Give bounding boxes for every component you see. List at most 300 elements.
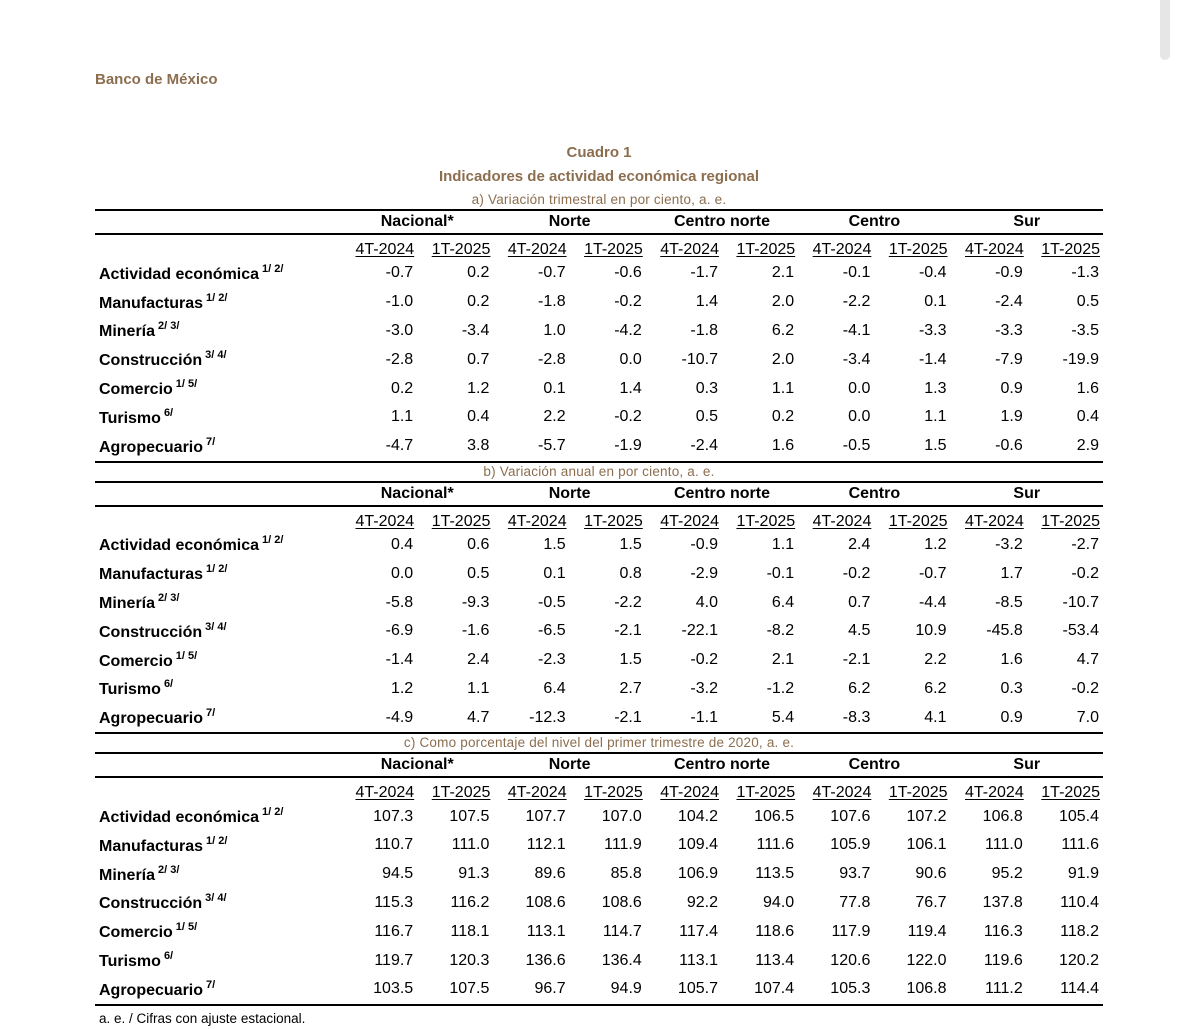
value-cell: 106.9 — [677, 865, 718, 883]
region-header: Nacional* — [341, 482, 493, 506]
value-cell: 0.0 — [848, 379, 871, 397]
value-cell: -0.4 — [918, 264, 947, 282]
value-cell: 136.6 — [525, 951, 566, 969]
region-header: Norte — [493, 210, 645, 234]
period-header — [722, 506, 798, 531]
period-label: 1T-2025 — [888, 512, 948, 530]
table-row — [95, 802, 1103, 831]
period-label: 1T-2025 — [888, 241, 948, 258]
period-label: 4T-2024 — [812, 784, 872, 802]
value-cell: 4.0 — [695, 593, 718, 611]
value-cell: -1.8 — [538, 293, 566, 311]
table-row — [95, 946, 1103, 975]
period-header — [417, 777, 493, 802]
period-header — [417, 234, 493, 259]
value-cell: 111.0 — [985, 836, 1023, 854]
value-cell: 114.7 — [602, 922, 642, 940]
value-cell: -0.1 — [766, 564, 795, 582]
value-cell: 105.4 — [1058, 807, 1099, 825]
value-cell: -0.6 — [995, 437, 1023, 455]
region-header: Centro norte — [646, 210, 798, 234]
table-row — [95, 646, 1103, 675]
value-cell: 0.3 — [695, 379, 718, 397]
period-label: 1T-2025 — [888, 784, 948, 802]
value-cell: -8.3 — [842, 708, 871, 726]
period-header — [570, 506, 646, 531]
scrollbar-thumb[interactable] — [1160, 0, 1170, 60]
value-cell: 0.2 — [771, 408, 795, 426]
value-cell: 115.3 — [374, 893, 414, 911]
value-cell: -0.1 — [842, 264, 871, 282]
value-cell: 1.4 — [695, 293, 718, 311]
period-header — [1027, 506, 1103, 531]
value-cell: 1.5 — [924, 437, 947, 455]
value-cell: -2.7 — [1071, 535, 1099, 553]
value-cell: 2.1 — [771, 264, 795, 282]
value-cell: -4.9 — [385, 708, 414, 726]
indicator-table — [95, 481, 1103, 735]
period-header — [951, 506, 1027, 531]
value-cell: 117.4 — [679, 922, 718, 940]
blank-cell — [95, 210, 341, 234]
table-title: Indicadores de actividad económica regional — [438, 168, 760, 185]
period-header — [798, 234, 874, 259]
value-cell: -2.1 — [842, 651, 871, 669]
period-label: 1T-2025 — [736, 512, 796, 530]
period-label: 1T-2025 — [584, 512, 643, 530]
value-cell: 116.3 — [983, 922, 1023, 940]
row-label — [95, 831, 341, 860]
value-cell: -0.9 — [690, 535, 718, 553]
value-cell: -4.4 — [918, 593, 947, 611]
period-label: 4T-2024 — [965, 784, 1024, 802]
value-cell: 106.5 — [754, 807, 795, 825]
value-cell: 0.0 — [848, 408, 871, 426]
indicator-table — [95, 209, 1103, 463]
value-cell: 85.8 — [610, 865, 642, 883]
value-cell: 90.6 — [915, 865, 947, 883]
row-label — [95, 288, 341, 317]
value-cell: 113.4 — [755, 951, 795, 969]
region-header-row — [95, 482, 1103, 506]
value-cell: 107.5 — [449, 980, 490, 998]
row-label — [95, 588, 341, 617]
period-header — [874, 234, 950, 259]
period-header — [493, 234, 569, 259]
value-cell: -5.8 — [385, 593, 414, 611]
value-cell: 114.4 — [1060, 980, 1099, 998]
value-cell: -1.3 — [1071, 264, 1099, 282]
period-header — [570, 234, 646, 259]
row-label — [95, 432, 341, 462]
value-cell: 113.5 — [755, 865, 795, 883]
value-cell: 92.2 — [686, 893, 718, 911]
value-cell: 0.8 — [619, 564, 642, 582]
value-cell: 0.5 — [1076, 293, 1099, 311]
value-cell: 137.8 — [982, 893, 1023, 911]
table-row — [95, 588, 1103, 617]
footnote-ref: 1/ 2/ — [262, 806, 284, 819]
period-header-row — [95, 234, 1103, 259]
footnote-ref: 1/ 2/ — [206, 291, 228, 304]
value-cell: 6.2 — [771, 321, 795, 339]
table-number: Cuadro 1 — [566, 144, 632, 161]
period-header — [874, 777, 950, 802]
value-cell: 120.2 — [1058, 951, 1099, 969]
value-cell: 2.0 — [771, 350, 795, 368]
value-cell: -3.2 — [690, 679, 718, 697]
value-cell: -6.9 — [385, 622, 414, 640]
value-cell: 6.4 — [543, 679, 566, 697]
value-cell: -0.2 — [842, 564, 871, 582]
value-cell: 1.6 — [1076, 379, 1099, 397]
period-header — [1027, 234, 1103, 259]
period-label: 4T-2024 — [965, 512, 1024, 530]
value-cell: 0.4 — [390, 535, 414, 553]
indicator-table — [95, 752, 1103, 1006]
footnote-ref: 6/ — [163, 678, 174, 691]
region-header-row — [95, 753, 1103, 777]
period-header — [722, 777, 798, 802]
table-row — [95, 975, 1103, 1005]
value-cell: -2.4 — [690, 437, 718, 455]
value-cell: 136.4 — [601, 951, 642, 969]
value-cell: 1.1 — [924, 408, 947, 426]
value-cell: 1.5 — [543, 535, 566, 553]
value-cell: 2.4 — [848, 535, 871, 553]
period-label: 1T-2025 — [736, 241, 796, 258]
value-cell: -1.6 — [461, 622, 490, 640]
period-header — [951, 777, 1027, 802]
value-cell: 111.9 — [604, 836, 642, 854]
value-cell: -8.2 — [766, 622, 795, 640]
value-cell: 119.6 — [983, 951, 1023, 969]
value-cell: 104.2 — [677, 807, 718, 825]
value-cell: 77.8 — [839, 893, 871, 911]
value-cell: 107.6 — [830, 807, 871, 825]
blank-cell — [95, 753, 341, 777]
value-cell: 3.8 — [467, 437, 490, 455]
value-cell: 105.7 — [677, 980, 718, 998]
period-header — [417, 506, 493, 531]
value-cell: -0.7 — [385, 264, 414, 282]
period-header — [646, 777, 722, 802]
indicator-name: Comercio — [99, 924, 173, 942]
value-cell: 4.5 — [848, 622, 871, 640]
value-cell: -2.3 — [538, 651, 566, 669]
value-cell: 118.6 — [755, 922, 795, 940]
indicator-name: Comercio — [99, 652, 173, 670]
footnote-ref: 3/ 4/ — [205, 349, 227, 362]
value-cell: -0.2 — [690, 651, 718, 669]
value-cell: -1.8 — [690, 321, 718, 339]
value-cell: 1.1 — [771, 535, 795, 553]
value-cell: -19.9 — [1062, 350, 1099, 368]
value-cell: 111.2 — [985, 980, 1023, 998]
table-row — [95, 403, 1103, 432]
footnote-ref: 3/ 4/ — [205, 892, 227, 905]
value-cell: 1.0 — [543, 321, 566, 339]
period-label: 4T-2024 — [812, 512, 872, 530]
value-cell: -2.1 — [614, 622, 642, 640]
value-cell: 6.2 — [848, 679, 871, 697]
value-cell: 0.1 — [924, 293, 947, 311]
value-cell: 6.4 — [771, 593, 795, 611]
value-cell: 117.9 — [831, 922, 871, 940]
period-header — [798, 506, 874, 531]
value-cell: 110.4 — [1060, 893, 1099, 911]
indicator-name: Minería — [99, 866, 156, 884]
value-cell: -2.2 — [842, 293, 871, 311]
indicator-name: Construcción — [99, 352, 203, 370]
period-label: 4T-2024 — [660, 784, 719, 802]
value-cell: 1.4 — [619, 379, 642, 397]
value-cell: 6.2 — [924, 679, 947, 697]
indicator-name: Turismo — [99, 681, 161, 699]
value-cell: -1.4 — [918, 350, 947, 368]
value-cell: 0.2 — [467, 264, 490, 282]
value-cell: 96.7 — [534, 980, 566, 998]
value-cell: -2.8 — [385, 350, 414, 368]
value-cell: -7.9 — [995, 350, 1023, 368]
table-row — [95, 317, 1103, 346]
value-cell: 118.2 — [1060, 922, 1099, 940]
value-cell: -3.3 — [995, 321, 1023, 339]
value-cell: 112.1 — [526, 836, 566, 854]
value-cell: -2.4 — [995, 293, 1023, 311]
value-cell: -3.5 — [1071, 321, 1099, 339]
value-cell: -0.2 — [614, 293, 642, 311]
table-row — [95, 259, 1103, 288]
footnote-ref: 6/ — [163, 406, 174, 419]
footnote-ref: 2/ 3/ — [158, 863, 180, 876]
value-cell: 1.1 — [467, 679, 490, 697]
row-label — [95, 374, 341, 403]
value-cell: 0.2 — [390, 379, 414, 397]
value-cell: 0.0 — [390, 564, 414, 582]
value-cell: -22.1 — [681, 622, 718, 640]
value-cell: -8.5 — [995, 593, 1023, 611]
region-header: Sur — [951, 753, 1103, 777]
value-cell: 1.9 — [1000, 408, 1023, 426]
value-cell: -0.2 — [1071, 679, 1099, 697]
value-cell: 113.1 — [679, 951, 718, 969]
value-cell: 0.5 — [695, 408, 718, 426]
value-cell: 116.2 — [450, 893, 490, 911]
value-cell: 76.7 — [915, 893, 947, 911]
value-cell: 108.6 — [525, 893, 566, 911]
value-cell: -4.2 — [614, 321, 642, 339]
footnote-ref: 1/ 5/ — [175, 378, 198, 391]
row-label — [95, 889, 341, 918]
value-cell: 119.7 — [374, 951, 414, 969]
footnote-container — [95, 1009, 1103, 1029]
value-cell: 106.8 — [982, 807, 1023, 825]
period-label: 4T-2024 — [355, 241, 415, 258]
value-cell: 91.3 — [458, 865, 490, 883]
footnote-ref: 1/ 5/ — [175, 649, 198, 662]
period-label: 1T-2025 — [584, 784, 643, 802]
value-cell: -1.9 — [614, 437, 642, 455]
value-cell: 103.5 — [373, 980, 414, 998]
footnote-ref: 1/ 2/ — [262, 262, 284, 275]
period-header — [341, 234, 417, 259]
indicator-name: Turismo — [99, 409, 161, 427]
value-cell: 107.3 — [373, 807, 414, 825]
value-cell: 0.7 — [467, 350, 490, 368]
value-cell: 0.9 — [1000, 379, 1023, 397]
value-cell: -45.8 — [986, 622, 1023, 640]
value-cell: 107.7 — [525, 807, 566, 825]
value-cell: 107.2 — [906, 807, 947, 825]
period-label: 1T-2025 — [431, 241, 491, 258]
value-cell: 7.0 — [1076, 708, 1099, 726]
value-cell: -10.7 — [681, 350, 718, 368]
value-cell: 0.5 — [467, 564, 490, 582]
value-cell: 5.4 — [771, 708, 795, 726]
value-cell: 1.7 — [1000, 564, 1023, 582]
value-cell: -1.4 — [385, 651, 414, 669]
value-cell: 1.2 — [390, 679, 414, 697]
section-caption: c) Como porcentaje del nivel del primer trimestre de 2020, a. e. — [403, 735, 795, 751]
footnote-ref: 2/ 3/ — [158, 592, 180, 605]
value-cell: -4.1 — [842, 321, 871, 339]
value-cell: 1.5 — [619, 535, 642, 553]
value-cell: 91.9 — [1067, 865, 1099, 883]
row-label — [95, 802, 341, 831]
value-cell: 2.2 — [543, 408, 566, 426]
value-cell: 0.7 — [848, 593, 871, 611]
region-header: Centro — [798, 210, 950, 234]
row-label — [95, 259, 341, 288]
value-cell: 1.2 — [467, 379, 490, 397]
period-label: 4T-2024 — [965, 241, 1024, 258]
table-row — [95, 703, 1103, 733]
footnote-ref: 1/ 5/ — [175, 921, 198, 934]
period-label: 4T-2024 — [507, 512, 567, 530]
period-label: 4T-2024 — [812, 241, 872, 258]
value-cell: 1.3 — [924, 379, 947, 397]
value-cell: 106.8 — [906, 980, 947, 998]
section-caption: a) Variación trimestral en por ciento, a. e. — [471, 192, 727, 207]
value-cell: -1.2 — [766, 679, 795, 697]
period-header — [493, 506, 569, 531]
value-cell: 106.1 — [906, 836, 947, 854]
table-row — [95, 617, 1103, 646]
row-label — [95, 946, 341, 975]
footnote-ref: 2/ 3/ — [158, 320, 180, 333]
value-cell: 118.1 — [450, 922, 490, 940]
value-cell: 109.4 — [677, 836, 718, 854]
value-cell: 120.6 — [830, 951, 871, 969]
value-cell: -3.0 — [385, 321, 414, 339]
period-header — [646, 506, 722, 531]
value-cell: 122.0 — [906, 951, 947, 969]
section-caption: b) Variación anual en por ciento, a. e. — [483, 463, 715, 479]
indicator-name: Turismo — [99, 953, 161, 971]
value-cell: 10.9 — [915, 622, 947, 640]
value-cell: -1.0 — [385, 293, 414, 311]
footnote-ref: 7/ — [206, 435, 216, 448]
region-header: Centro — [798, 482, 950, 506]
period-header — [798, 777, 874, 802]
row-label — [95, 860, 341, 889]
value-cell: -53.4 — [1062, 622, 1099, 640]
period-label: 1T-2025 — [1041, 512, 1100, 530]
period-label: 4T-2024 — [507, 241, 567, 258]
indicator-name: Actividad económica — [99, 809, 260, 827]
value-cell: -3.3 — [918, 321, 947, 339]
period-header — [1027, 777, 1103, 802]
row-label — [95, 703, 341, 733]
value-cell: 2.4 — [467, 651, 490, 669]
value-cell: 1.2 — [924, 535, 947, 553]
table-row — [95, 345, 1103, 374]
period-label: 1T-2025 — [1041, 241, 1100, 258]
period-label: 1T-2025 — [1041, 784, 1100, 802]
footnote: a. e. / Cifras con ajuste estacional. — [99, 1011, 306, 1026]
table-row — [95, 288, 1103, 317]
value-cell: 110.7 — [374, 836, 414, 854]
value-cell: 107.4 — [754, 980, 795, 998]
value-cell: -0.9 — [995, 264, 1023, 282]
footnote-ref: 7/ — [206, 978, 216, 991]
indicator-name: Agropecuario — [99, 438, 204, 456]
blank-cell — [95, 777, 341, 802]
period-label: 1T-2025 — [431, 512, 491, 530]
value-cell: 105.3 — [830, 980, 871, 998]
period-label: 4T-2024 — [355, 784, 415, 802]
region-header: Centro norte — [646, 482, 798, 506]
row-label — [95, 345, 341, 374]
value-cell: 0.4 — [467, 408, 490, 426]
period-header — [341, 506, 417, 531]
value-cell: 0.1 — [543, 564, 566, 582]
value-cell: 93.7 — [839, 865, 871, 883]
period-label: 1T-2025 — [736, 784, 796, 802]
footnote-ref: 1/ 2/ — [206, 563, 228, 576]
period-label: 4T-2024 — [660, 241, 719, 258]
value-cell: 1.1 — [390, 408, 414, 426]
period-label: 4T-2024 — [507, 784, 567, 802]
value-cell: 0.0 — [619, 350, 642, 368]
period-label: 1T-2025 — [584, 241, 643, 258]
value-cell: 4.7 — [467, 708, 490, 726]
value-cell: 107.5 — [449, 807, 490, 825]
indicator-name: Actividad económica — [99, 265, 260, 283]
value-cell: 0.6 — [467, 535, 490, 553]
period-header-row — [95, 777, 1103, 802]
value-cell: 0.4 — [1076, 408, 1099, 426]
value-cell: 0.3 — [1000, 679, 1023, 697]
table-row — [95, 559, 1103, 588]
value-cell: -1.7 — [690, 264, 718, 282]
row-label — [95, 975, 341, 1005]
value-cell: 119.4 — [907, 922, 947, 940]
value-cell: 111.0 — [451, 836, 490, 854]
value-cell: 1.5 — [619, 651, 642, 669]
value-cell: -2.2 — [614, 593, 642, 611]
value-cell: 2.9 — [1076, 437, 1099, 455]
indicator-name: Agropecuario — [99, 710, 204, 728]
value-cell: -2.1 — [614, 708, 642, 726]
region-header-row — [95, 210, 1103, 234]
indicator-name: Minería — [99, 595, 156, 613]
value-cell: 4.7 — [1076, 651, 1099, 669]
value-cell: -3.4 — [461, 321, 490, 339]
period-header — [493, 777, 569, 802]
regional-indicators-tables — [95, 191, 1103, 1006]
